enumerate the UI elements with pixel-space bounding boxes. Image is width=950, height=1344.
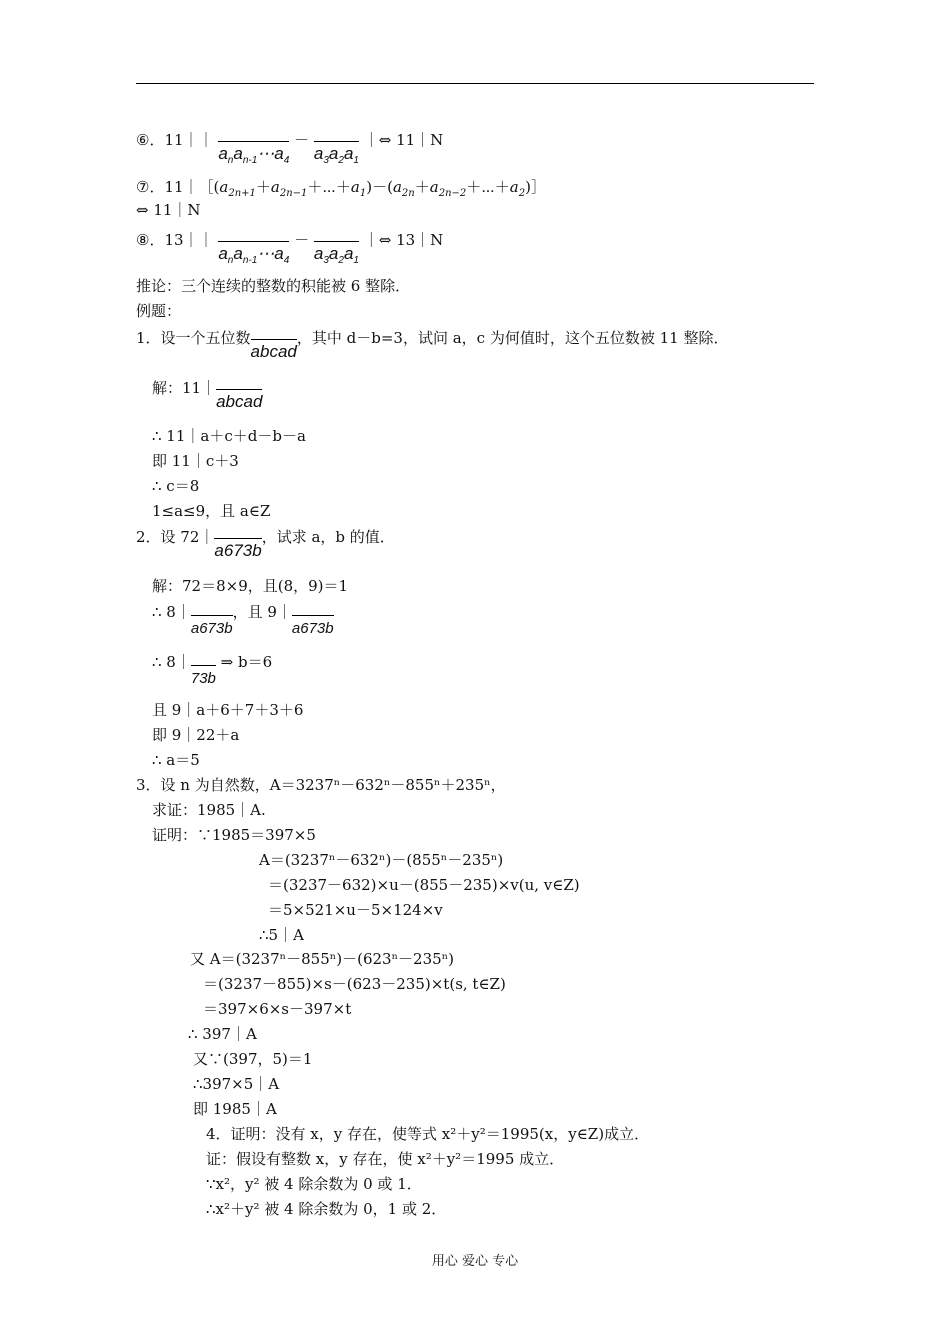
ex3-proof-12: 即 1985｜A bbox=[193, 1100, 277, 1118]
ex3-proof-1: 证明：∵1985＝397×5 bbox=[152, 826, 316, 844]
ex2-line1: 解：72＝8×9，且(8，9)＝1 bbox=[152, 577, 349, 595]
ex1-line2: 即 11｜c＋3 bbox=[152, 452, 239, 470]
ex2-line5: 即 9｜22＋a bbox=[152, 726, 240, 744]
overline-digits-low: $a_3a_2a_1$ bbox=[314, 241, 359, 271]
ex2-line4: 且 9｜a＋6＋7＋3＋6 bbox=[152, 701, 304, 719]
ex3-proof-3: ＝(3237－632)×u－(855－235)×v(u, v∈Z) bbox=[268, 876, 580, 894]
ex2-line6: ∴ a＝5 bbox=[152, 751, 200, 769]
ex1-solution: 解：11｜abcad bbox=[152, 379, 263, 411]
corollary: 推论：三个连续的整数的积能被 6 整除． bbox=[136, 277, 411, 295]
overline-number: a673b bbox=[191, 615, 233, 638]
ex3-proof-4: ＝5×521×u－5×124×v bbox=[268, 901, 443, 919]
ex2-question: 2．设 72｜a673b，试求 a，b 的值． bbox=[136, 528, 395, 560]
ex4-line1: 证：假设有整数 x，y 存在，使 x²＋y²＝1995 成立． bbox=[206, 1150, 565, 1168]
ex2-line2: ∴ 8｜a673b，且 9｜a673b bbox=[152, 603, 334, 637]
ex3-question: 3．设 n 为自然数，A＝3237ⁿ－632ⁿ－855ⁿ＋235ⁿ， bbox=[136, 776, 506, 794]
ex1-line3: ∴ c＝8 bbox=[152, 477, 200, 495]
ex1-question: 1．设一个五位数abcad，其中 d－b=3，试问 a，c 为何值时，这个五位数被 11 整除． bbox=[136, 329, 729, 361]
ex4-line2: ∵x²，y² 被 4 除余数为 0 或 1． bbox=[206, 1175, 422, 1193]
ex2-line3: ∴ 8｜73b ⇒ b＝6 bbox=[152, 653, 273, 687]
header-rule bbox=[136, 83, 814, 84]
overline-digits-low: $a_3a_2a_1$ bbox=[314, 141, 359, 171]
overline-number: abcad bbox=[216, 389, 262, 412]
ex3-prove: 求证：1985｜A. bbox=[152, 801, 266, 819]
property-7-line2: ⇔ 11｜N bbox=[136, 201, 201, 219]
ex3-proof-7: ＝(3237－855)×s－(623－235)×t(s, t∈Z) bbox=[203, 975, 506, 993]
overline-number: 73b bbox=[191, 665, 216, 688]
ex1-line1: ∴ 11｜a＋c＋d－b－a bbox=[152, 427, 306, 445]
examples-title: 例题： bbox=[136, 302, 182, 320]
ex4-question: 4．证明：没有 x，y 存在，使等式 x²＋y²＝1995(x，y∈Z)成立． bbox=[206, 1125, 650, 1143]
property-8: ⑧．13｜｜ $a_na_{n-1}\cdots a_4 - a_3a_2a_1$ ｜⇔ 13｜N bbox=[136, 230, 443, 271]
ex3-proof-9: ∴ 397｜A bbox=[188, 1025, 257, 1043]
overline-digits-high: $a_na_{n-1}\cdots a_4$ bbox=[218, 241, 289, 271]
page-footer: 用心 爱心 专心 bbox=[431, 1254, 519, 1269]
ex3-proof-6: 又 A＝(3237ⁿ－855ⁿ)－(623ⁿ－235ⁿ) bbox=[190, 950, 455, 968]
ex3-proof-11: ∴397×5｜A bbox=[193, 1075, 280, 1093]
overline-number: a673b bbox=[292, 615, 334, 638]
ex1-line4: 1≤a≤9，且 a∈Z bbox=[152, 502, 271, 520]
ex3-proof-2: A＝(3237ⁿ－632ⁿ)－(855ⁿ－235ⁿ) bbox=[259, 851, 504, 869]
ex3-proof-10: 又∵(397，5)＝1 bbox=[193, 1050, 313, 1068]
ex4-line3: ∴x²＋y² 被 4 除余数为 0，1 或 2． bbox=[206, 1200, 447, 1218]
overline-digits-high: $a_na_{n-1}\cdots a_4$ bbox=[218, 141, 289, 171]
overline-number: a673b bbox=[214, 538, 261, 561]
ex3-proof-5: ∴5｜A bbox=[259, 926, 304, 944]
property-6: ⑥．11｜｜ $a_na_{n-1}\cdots a_4 - a_3a_2a_1$ ｜⇔ 11｜N bbox=[136, 130, 443, 171]
overline-number: abcad bbox=[251, 339, 297, 362]
property-7-line1: ⑦．$11|[(a_{2n+1}+a_{2n-1}+\cdots+a_1)-(a_{2n}+a_{2n-2}+\cdots+a_2)]$ bbox=[136, 178, 546, 199]
ex3-proof-8: ＝397×6×s－397×t bbox=[203, 1000, 352, 1018]
